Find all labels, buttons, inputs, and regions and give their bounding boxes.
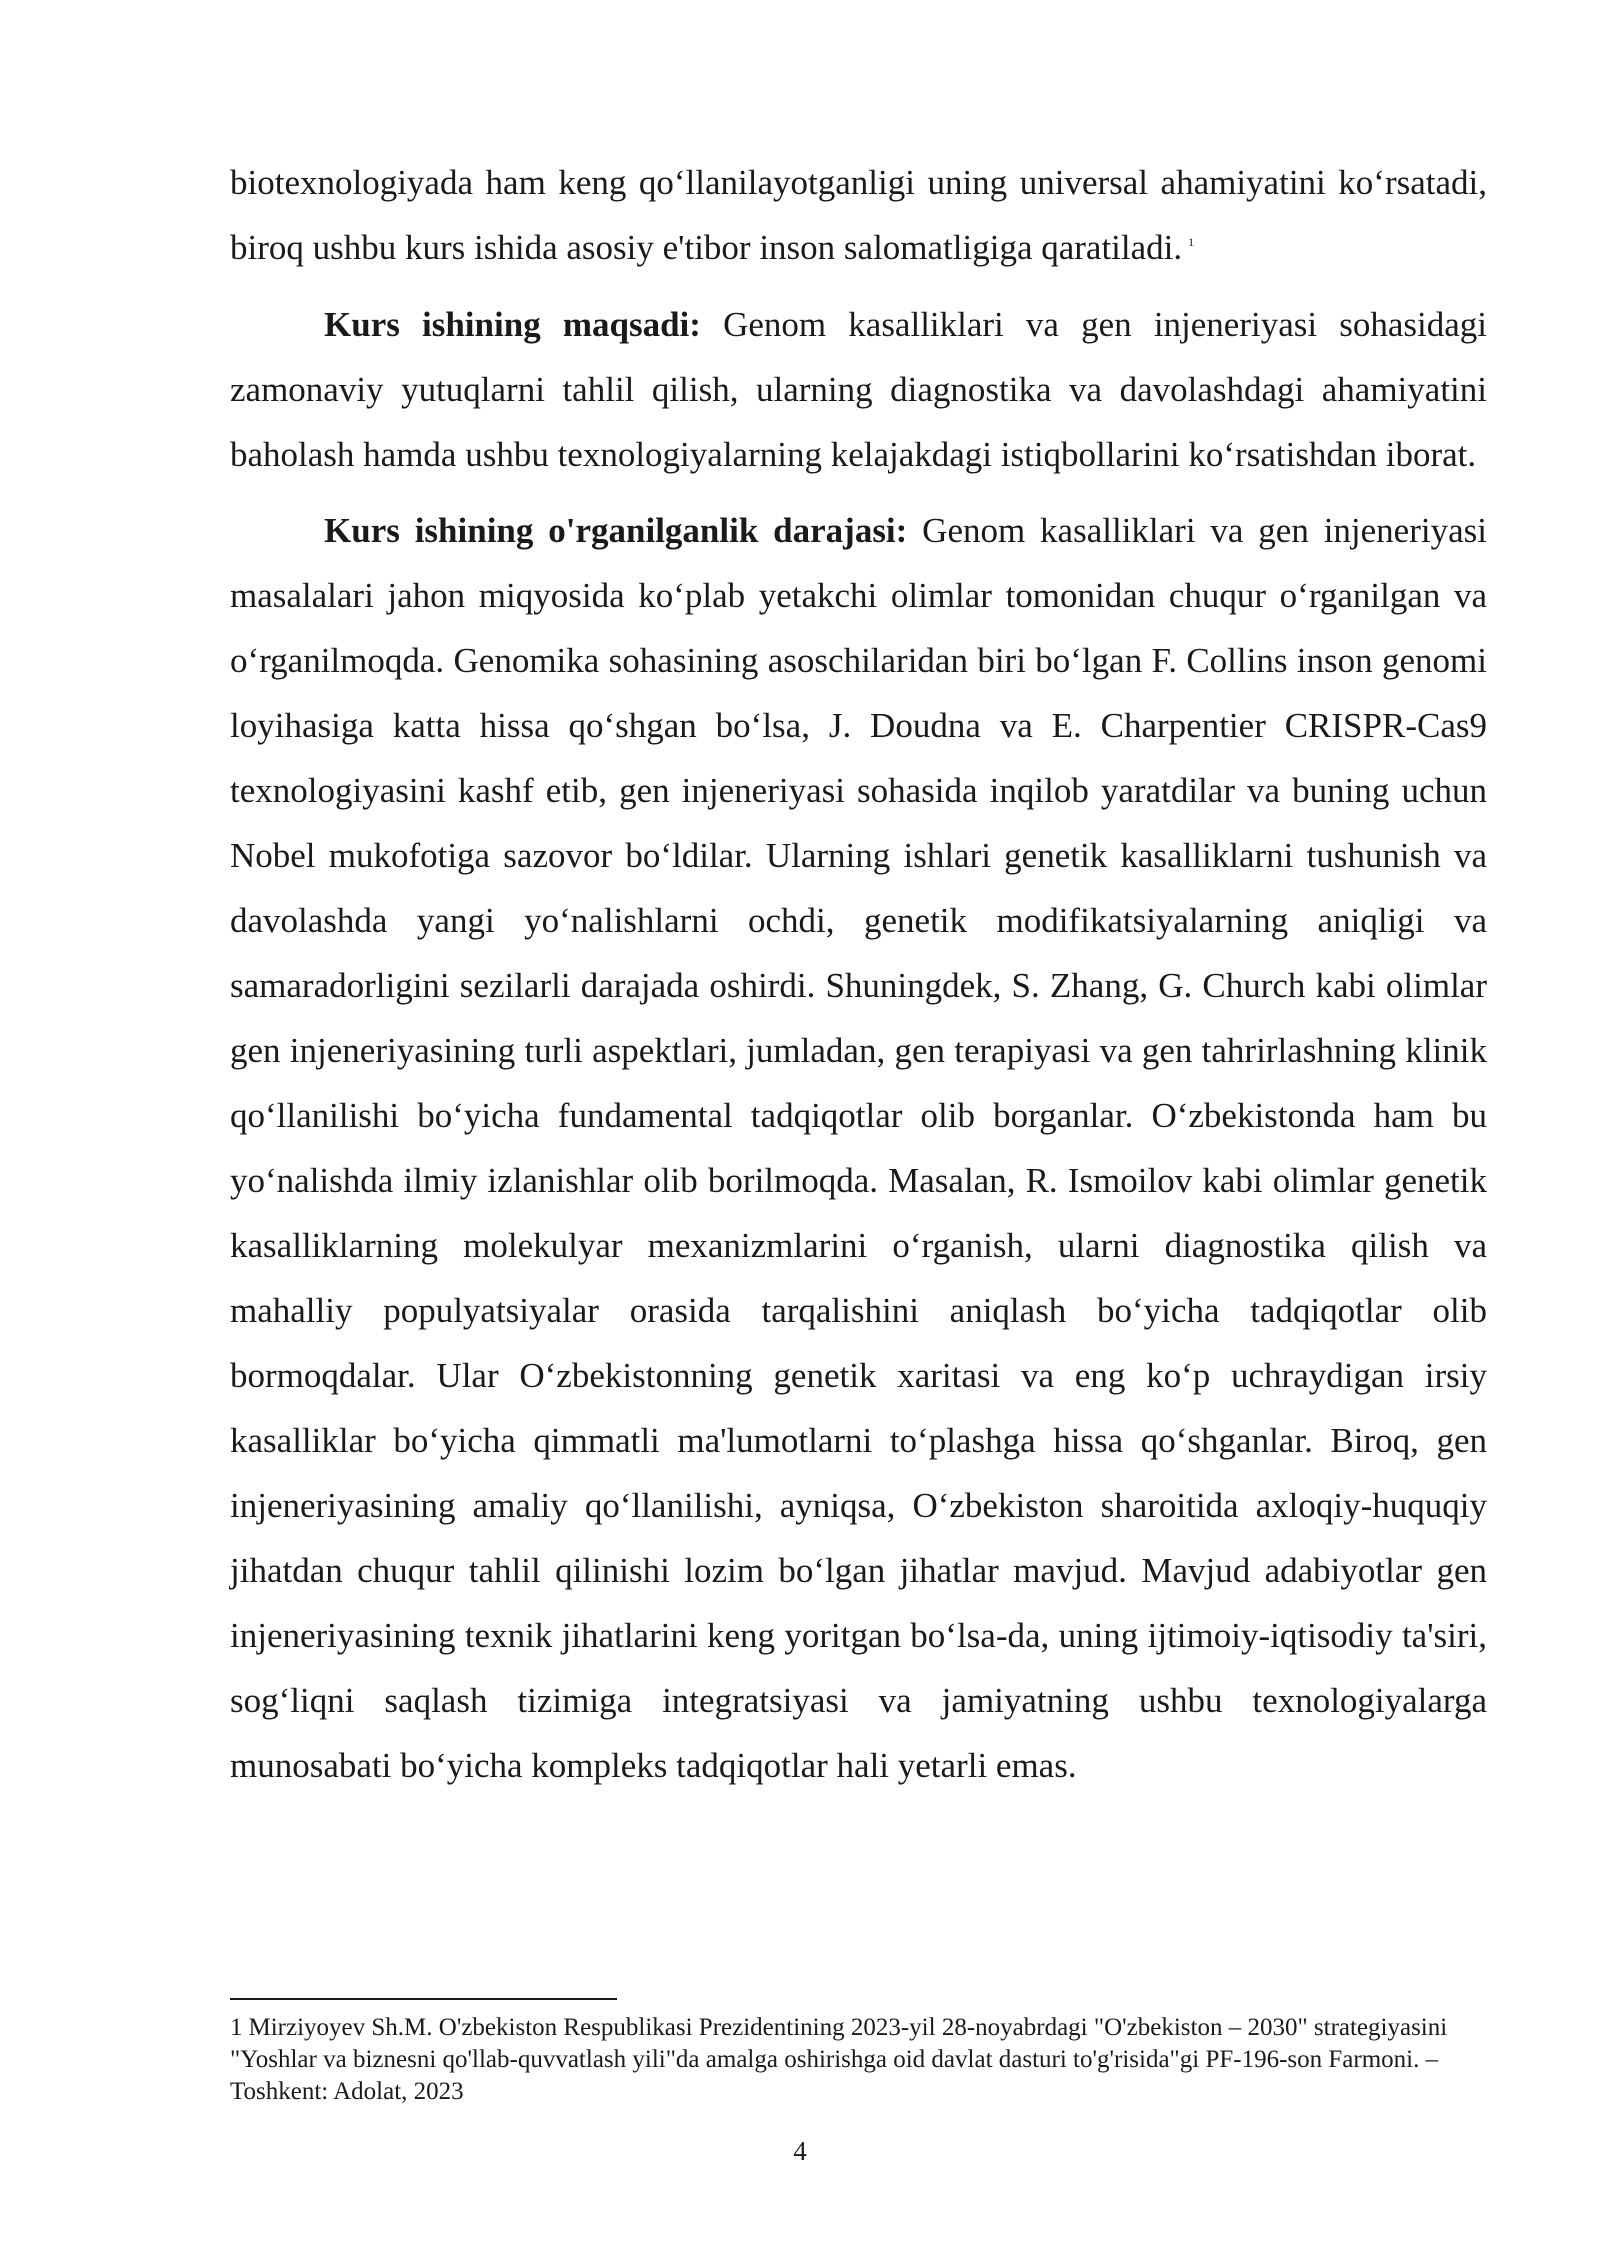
paragraph-heading: Kurs ishining maqsadi: xyxy=(324,305,701,344)
paragraph-research-level xyxy=(230,498,1487,1798)
paragraph-text: Genom kasalliklari va gen injeneriyasi masalalari jahon miqyosida ko‘plab yetakchi olimlar tomonidan chuqur o‘rganilgan va o‘rganilmoqda. Genomika sohasining asoschilaridan biri bo‘lgan F. Collins inson genomi loyihasiga katta hissa qo‘shgan bo‘lsa, J. Doudna va E. Charpentier CRISPR-Cas9 texnologiyasini kashf etib, gen injeneriyasi sohasida inqilob yaratdilar va buning uchun Nobel mukofotiga sazovor bo‘ldilar. Ularning ishlari genetik kasalliklarni tushunish va davolashda yangi yo‘nalishlarni ochdi, genetik modifikatsiyalarning aniqligi va samaradorligini sezilarli darajada oshirdi. Shuningdek, S. Zhang, G. Church kabi olimlar gen injeneriyasining turli aspektlari, jumladan, gen terapiyasi va gen tahrirlashning klinik qo‘llanilishi bo‘yicha fundamental tadqiqotlar olib borganlar. O‘zbekistonda ham bu yo‘nalishda ilmiy izlanishlar olib borilmoqda. Masalan, R. Ismoilov kabi olimlar genetik kasalliklarning molekulyar mexanizmlarini o‘rganish, ularni diagnostika qilish va mahalliy populyatsiyalar orasida tarqalishini aniqlash bo‘yicha tadqiqotlar olib bormoqdalar. Ular O‘zbekistonning genetik xaritasi va eng ko‘p uchraydigan irsiy kasalliklar bo‘yicha qimmatli ma'lumotlarni to‘plashga hissa qo‘shganlar. Biroq, gen injeneriyasining amaliy qo‘llanilishi, ayniqsa, O‘zbekiston sharoitida axloqiy-huquqiy jihatdan chuqur tahlil qilinishi lozim bo‘lgan jihatlar mavjud. Mavjud adabiyotlar gen injeneriyasining texnik jihatlarini keng yoritgan bo‘lsa-da, uning ijtimoiy-iqtisodiy ta'siri, sog‘liqni saqlash tizimiga integratsiyasi va jamiyatning ushbu texnologiyalarga munosabati bo‘yicha kompleks tadqiqotlar hali yetarli emas. xyxy=(230,511,1487,1785)
paragraph-course-goal xyxy=(230,292,1487,487)
footnote-text: Mirziyoyev Sh.M. O'zbekiston Respublikasi Prezidentining 2023-yil 28-noyabrdagi "O'zbekiston – 2030" strategiyasini "Yoshlar va biznesni qo'llab-quvvatlash yili"da amalga oshirishga oid davlat dasturi to'g'risida"gi PF-196-son Farmoni. – Toshkent: Adolat, 2023 xyxy=(230,2014,1448,2105)
page-number: 4 xyxy=(793,2136,807,2166)
paragraph-heading: Kurs ishining o'rganilganlik darajasi: xyxy=(324,511,908,550)
footnote-reference[interactable]: 1 xyxy=(1188,235,1195,250)
footnote-number: 1 xyxy=(230,2014,243,2041)
paragraph-text: biotexnologiyada ham keng qo‘llanilayotganligi uning universal ahamiyatini ko‘rsatadi, biroq ushbu kurs ishida asosiy e'tibor inson salomatligiga qaratiladi. xyxy=(230,163,1487,267)
footnote xyxy=(230,2012,1487,2108)
document-body xyxy=(230,150,1487,1798)
paragraph-intro-continuation xyxy=(230,150,1487,280)
paragraph-text: Genom kasalliklari va gen injeneriyasi sohasidagi zamonaviy yutuqlarni tahlil qilish, ularning diagnostika va davolashdagi ahamiyatini baholash hamda ushbu texnologiyalarning kelajakdagi istiqbollarini ko‘rsatishdan iborat. xyxy=(230,305,1488,474)
footnote-separator xyxy=(230,1998,617,2000)
